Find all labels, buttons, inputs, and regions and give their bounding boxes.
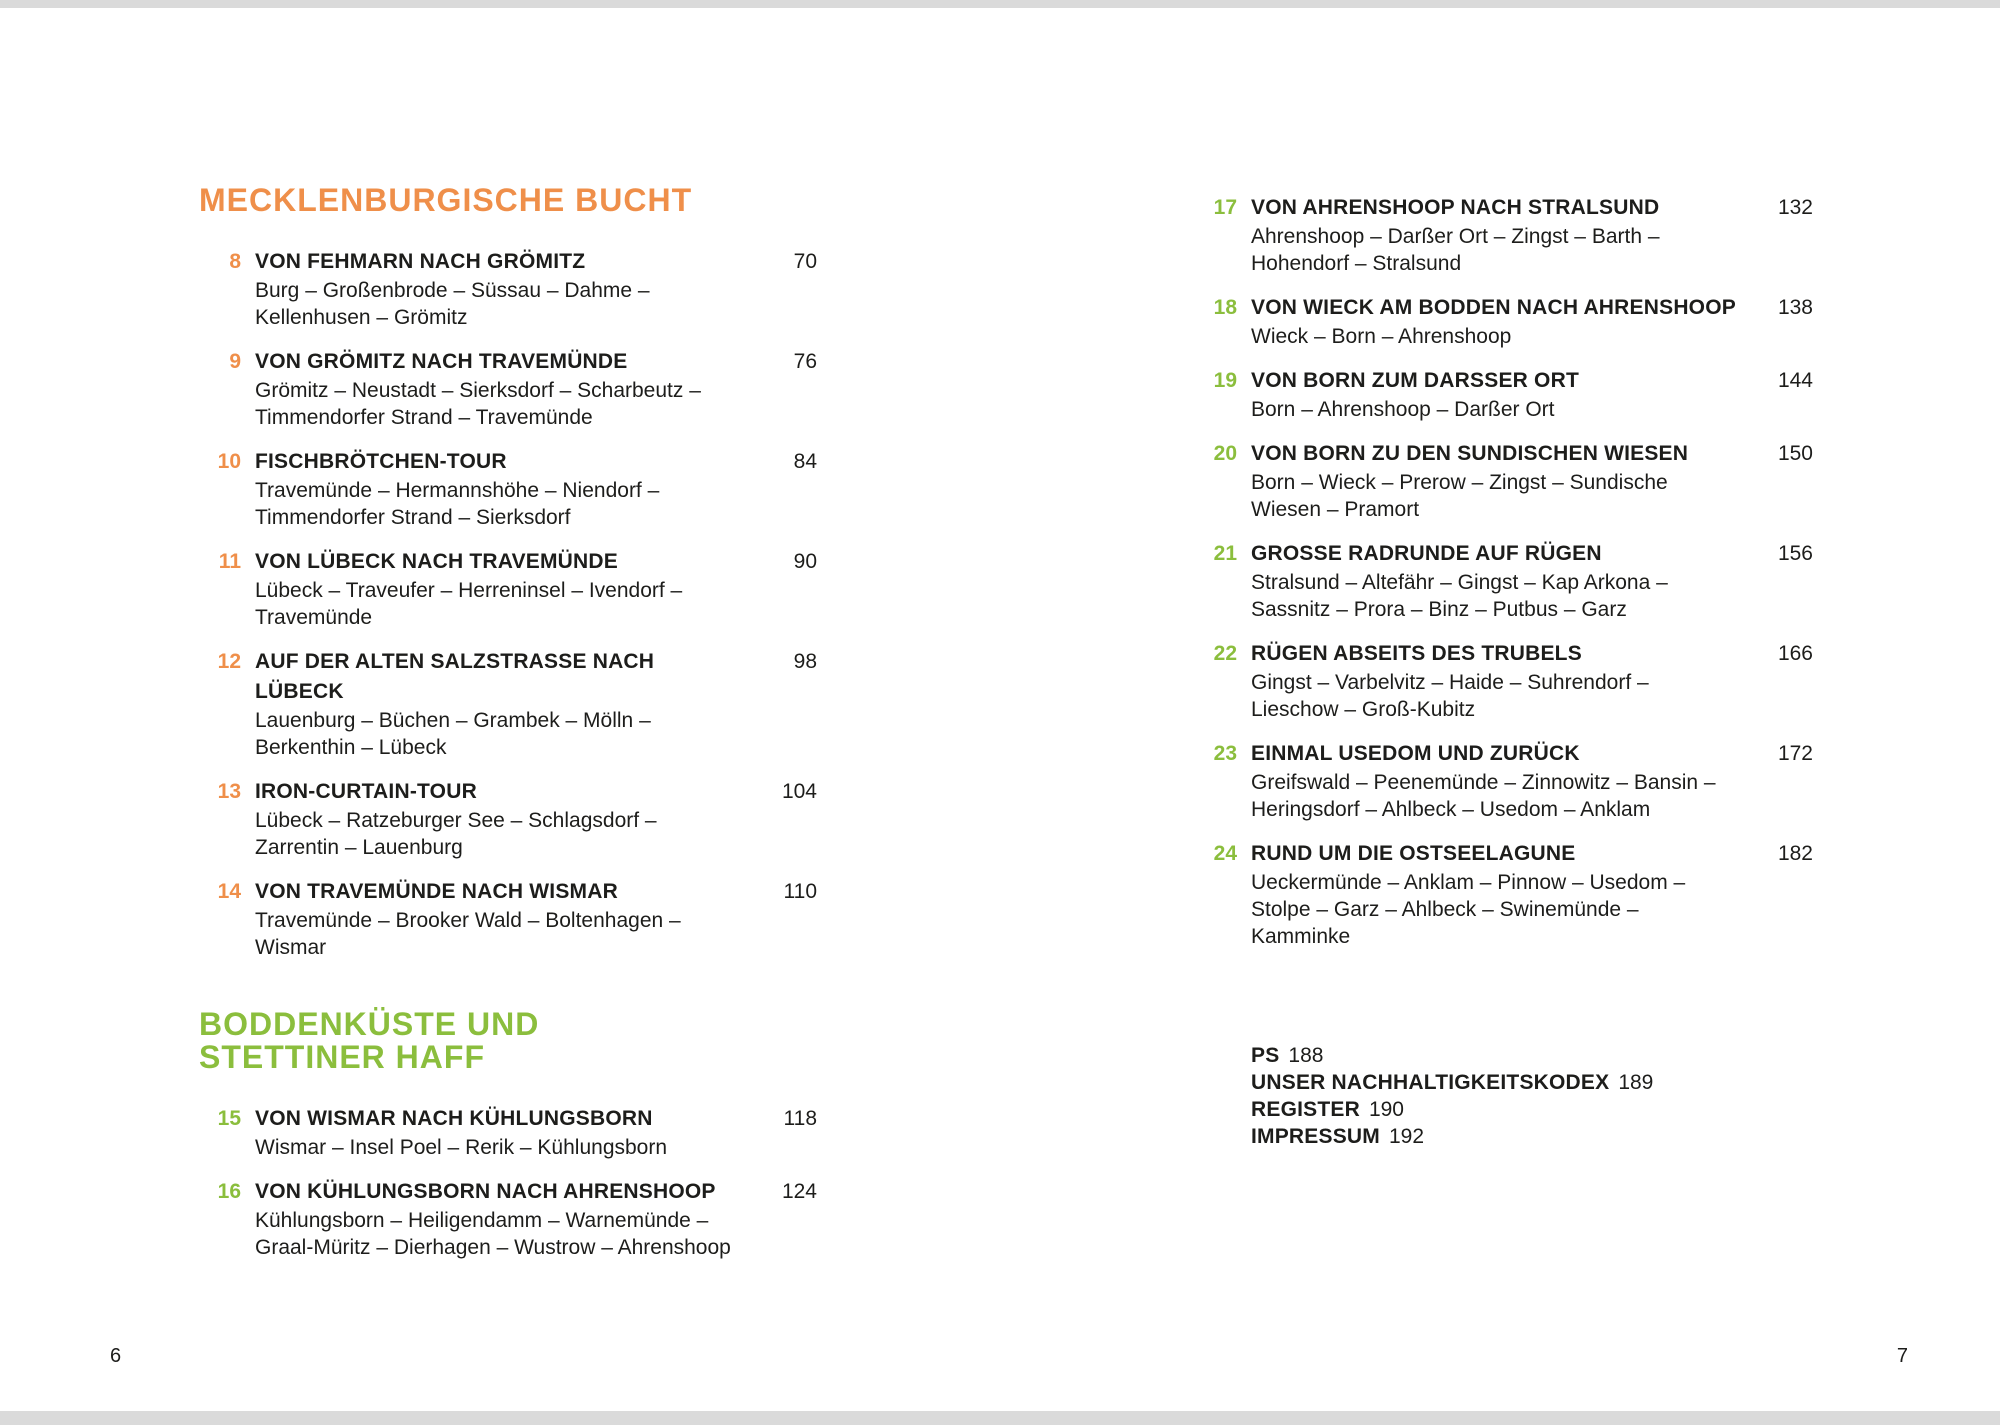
page-edge-bottom [0,1411,2000,1425]
tour-start-page: 70 [793,250,817,273]
tour-entry-main [1251,539,1739,623]
tour-title: VON WIECK AM BODDEN NACH AHRENSHOOP [1251,296,1736,319]
section-heading [199,1008,817,1074]
tour-route: Ahrenshoop – Darßer Ort – Zingst – Barth – Hohendorf – Stralsund [1251,225,1660,275]
footer-label: UNSER NACHHALTIGKEITSKODEX [1251,1071,1610,1094]
tour-number: 21 [1213,542,1237,565]
tour-start-page: 104 [781,780,817,803]
tour-start-page: 182 [1777,842,1813,865]
tour-number: 14 [217,880,241,903]
footer-item [1251,1069,1813,1096]
toc-entry [199,877,817,961]
tour-route: Wismar – Insel Poel – Rerik – Kühlungsborn [255,1136,668,1159]
tour-number: 10 [217,450,241,473]
tour-route: Ueckermünde – Anklam – Pinnow – Usedom – Stolpe – Garz – Ahlbeck – Swinemünde – Kamminke [1251,871,1686,948]
toc-entry [199,547,817,631]
tour-entry-main [1251,293,1739,350]
tour-entry-main [255,547,743,631]
tour-number: 19 [1213,369,1237,392]
toc-entry [1195,639,1813,723]
tour-route: Born – Ahrenshoop – Darßer Ort [1251,398,1555,421]
toc-entry [199,447,817,531]
tour-start-page: 90 [793,550,817,573]
tour-start-page: 132 [1777,196,1813,219]
tour-route: Travemünde – Brooker Wald – Boltenhagen – Wismar [255,909,681,959]
tour-entry-main [255,247,743,331]
tour-number: 24 [1213,842,1237,865]
toc-entry [1195,539,1813,623]
toc-right-column [1195,193,1813,1150]
footer-page-number: 188 [1288,1044,1324,1067]
tour-start-page: 98 [793,650,817,673]
tour-title: VON BORN ZU DEN SUNDISCHEN WIESEN [1251,442,1689,465]
tour-start-page: 118 [783,1107,817,1130]
section-heading-line: STETTINER HAFF [199,1039,485,1075]
footer-item [1251,1042,1813,1069]
tour-title: VON GRÖMITZ NACH TRAVEMÜNDE [255,350,628,373]
tour-title: IRON-CURTAIN-TOUR [255,780,477,803]
tour-number: 20 [1213,442,1237,465]
tour-title: VON LÜBECK NACH TRAVEMÜNDE [255,550,618,573]
tour-route: Lübeck – Traveufer – Herreninsel – Ivendorf – Travemünde [255,579,683,629]
toc-entry [199,247,817,331]
toc-entry [199,1177,817,1261]
tour-entry-main [1251,193,1739,277]
tour-start-page: 144 [1777,369,1813,392]
tour-route: Lauenburg – Büchen – Grambek – Mölln – Berkenthin – Lübeck [255,709,651,759]
tour-title: RUND UM DIE OSTSEELAGUNE [1251,842,1576,865]
tour-number: 9 [229,350,241,373]
tour-route: Grömitz – Neustadt – Sierksdorf – Scharbeutz – Timmendorfer Strand – Travemünde [255,379,701,429]
tour-entry-main [255,347,743,431]
toc-entry [1195,293,1813,350]
tour-route: Stralsund – Altefähr – Gingst – Kap Arkona – Sassnitz – Prora – Binz – Putbus – Garz [1251,571,1668,621]
tour-number: 23 [1213,742,1237,765]
tour-start-page: 150 [1777,442,1813,465]
toc-entry [199,347,817,431]
tour-number: 22 [1213,642,1237,665]
tour-start-page: 110 [783,880,817,903]
tour-start-page: 76 [793,350,817,373]
tour-number: 17 [1213,196,1237,219]
footer-page-number: 190 [1368,1098,1404,1121]
tour-number: 18 [1213,296,1237,319]
toc-entry [1195,439,1813,523]
tour-entry-main [1251,439,1739,523]
tour-start-page: 138 [1777,296,1813,319]
footer-item [1251,1123,1813,1150]
footer-item [1251,1096,1813,1123]
tour-start-page: 124 [781,1180,817,1203]
tour-route: Wieck – Born – Ahrenshoop [1251,325,1512,348]
tour-start-page: 156 [1777,542,1813,565]
tour-title: EINMAL USEDOM UND ZURÜCK [1251,742,1580,765]
tour-start-page: 172 [1777,742,1813,765]
tour-entry-main [1251,639,1739,723]
tour-title: RÜGEN ABSEITS DES TRUBELS [1251,642,1582,665]
tour-title: VON FEHMARN NACH GRÖMITZ [255,250,586,273]
tour-number: 13 [217,780,241,803]
tour-number: 15 [217,1107,241,1130]
toc-entry [199,777,817,861]
tour-route: Gingst – Varbelvitz – Haide – Suhrendorf – Lieschow – Groß-Kubitz [1251,671,1649,721]
toc-left-column [199,184,817,1277]
tour-entry-main [255,777,743,861]
tour-route: Born – Wieck – Prerow – Zingst – Sundische Wiesen – Pramort [1251,471,1668,521]
page-edge-top [0,0,2000,8]
tour-route: Kühlungsborn – Heiligendamm – Warnemünde – Graal-Müritz – Dierhagen – Wustrow – Ahrenshoop [255,1209,731,1259]
tour-entry-main [1251,739,1739,823]
toc-entry [1195,739,1813,823]
tour-entry-main [1251,366,1739,423]
tour-entry-main [255,447,743,531]
tour-route: Travemünde – Hermannshöhe – Niendorf – Timmendorfer Strand – Sierksdorf [255,479,660,529]
footer-page-number: 192 [1388,1125,1425,1148]
page-number-right: 7 [1896,1345,1908,1367]
tour-number: 11 [218,550,241,573]
tour-title: VON AHRENSHOOP NACH STRALSUND [1251,196,1660,219]
footer-label: IMPRESSUM [1251,1125,1380,1148]
toc-entry [1195,366,1813,423]
tour-number: 16 [217,1180,241,1203]
section-heading-line: MECKLENBURGISCHE BUCHT [199,182,693,218]
footer-label: PS [1251,1044,1280,1067]
tour-entry-main [255,1177,743,1261]
tour-title: VON TRAVEMÜNDE NACH WISMAR [255,880,618,903]
tour-route: Burg – Großenbrode – Süssau – Dahme – Kellenhusen – Grömitz [255,279,650,329]
tour-title: FISCHBRÖTCHEN-TOUR [255,450,507,473]
footer-page-number: 189 [1618,1071,1654,1094]
toc-entry [199,647,817,761]
tour-title: GROSSE RADRUNDE AUF RÜGEN [1251,542,1602,565]
tour-title: VON KÜHLUNGSBORN NACH AHRENSHOOP [255,1180,716,1203]
tour-title: VON WISMAR NACH KÜHLUNGSBORN [255,1107,653,1130]
tour-start-page: 166 [1777,642,1813,665]
tour-title: VON BORN ZUM DARSSER ORT [1251,369,1579,392]
tour-entry-main [255,1104,743,1161]
tour-entry-main [255,877,743,961]
tour-route: Lübeck – Ratzeburger See – Schlagsdorf – Zarrentin – Lauenburg [255,809,657,859]
toc-footer [1251,1042,1813,1150]
toc-entry [199,1104,817,1161]
tour-number: 12 [217,650,241,673]
toc-entry [1195,193,1813,277]
tour-entry-main [255,647,743,761]
section-heading-line: BODDENKÜSTE UND [199,1006,540,1042]
toc-entry [1195,839,1813,950]
footer-label: REGISTER [1251,1098,1360,1121]
tour-start-page: 84 [793,450,817,473]
tour-entry-main [1251,839,1739,950]
page-number-left: 6 [110,1345,122,1367]
tour-title: AUF DER ALTEN SALZSTRASSE NACH LÜBECK [255,650,655,703]
section-heading [199,184,817,217]
tour-number: 8 [229,250,241,273]
tour-route: Greifswald – Peenemünde – Zinnowitz – Bansin – Heringsdorf – Ahlbeck – Usedom – Anklam [1251,771,1716,821]
